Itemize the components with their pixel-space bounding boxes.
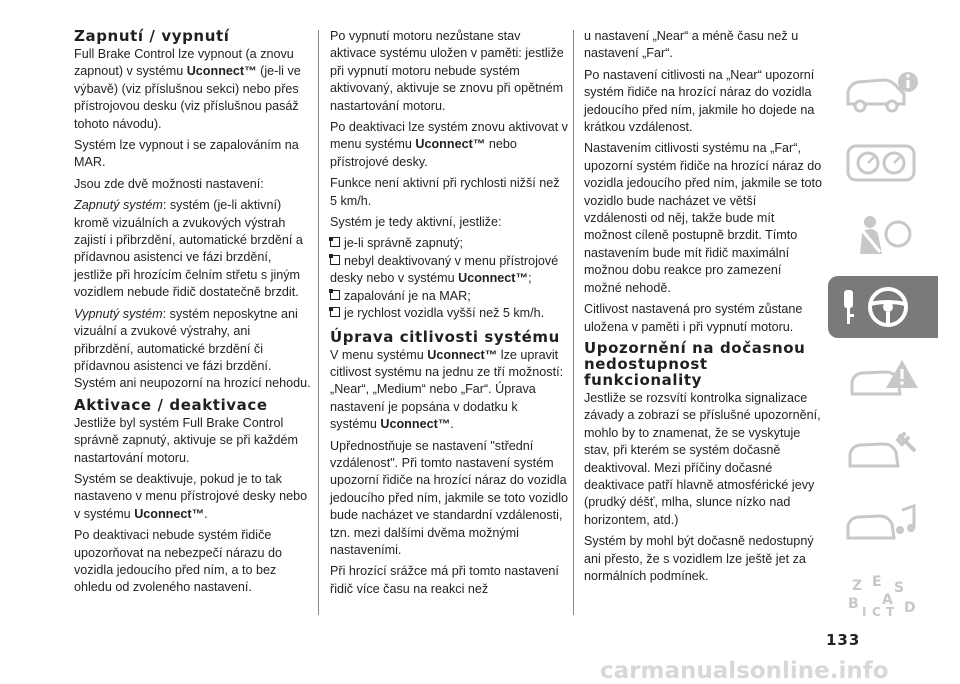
- bullet-icon: [330, 307, 340, 317]
- sidebar-tab-safety[interactable]: [828, 204, 938, 266]
- list-item: nebyl deaktivovaný v menu přístrojové desky nebo v systému Uconnect™;: [330, 253, 559, 286]
- list-item: je rychlost vozidla vyšší než 5 km/h.: [330, 305, 568, 322]
- paragraph: Systém je tedy aktivní, jestliže:: [330, 215, 502, 230]
- list-item: je-li správně zapnutý;: [330, 235, 568, 252]
- heading-zapnuti: Zapnutí / vypnutí: [74, 27, 230, 45]
- wrench-car-icon: [842, 428, 922, 474]
- sidebar-tab-starting-driving[interactable]: [828, 276, 938, 338]
- warning-car-icon: [842, 356, 922, 402]
- svg-text:E: E: [872, 574, 882, 590]
- paragraph: Jestliže byl systém Full Brake Control správně zapnutý, aktivuje se při každém nastartování motoru.: [74, 415, 299, 465]
- paragraph: Systém by mohl být dočasně nedostupný ani přesto, že s vozidlem lze ještě jet za normálních podmínek.: [584, 534, 814, 583]
- paragraph: Full Brake Control lze vypnout (a znovu zapnout) v systému Uconnect™ (je-li ve výbavě) (viz příslušnou sekci) nebo přes přístrojovou desku (viz příslušnou pasáž tohoto návodu).: [74, 47, 301, 131]
- svg-text:C: C: [872, 605, 881, 618]
- paragraph: u nastavení „Near“ a méně času než u nastavení „Far“.: [584, 29, 799, 61]
- sidebar-tab-emergency[interactable]: [828, 348, 938, 410]
- paragraph: Funkce není aktivní při rychlosti nižší než 5 km/h.: [330, 176, 560, 208]
- paragraph: Jsou zde dvě možnosti nastavení:: [74, 176, 264, 191]
- column-3: [584, 28, 822, 589]
- bullet-icon: [330, 255, 340, 265]
- sidebar-tab-multimedia[interactable]: [828, 492, 938, 554]
- heading-uprava-citlivosti: Úprava citlivosti systému: [330, 327, 560, 346]
- bullet-icon: [330, 237, 340, 247]
- sidebar-tab-car-info[interactable]: [828, 60, 938, 122]
- paragraph: Při hrozící srážce má při tomto nastavení řidič více času na reakci než: [330, 564, 559, 596]
- column-divider: [318, 30, 319, 615]
- car-info-icon: [842, 68, 922, 114]
- heading-aktivace: Aktivace / deaktivace: [74, 395, 268, 414]
- paragraph: Systém lze vypnout i se zapalováním na MAR.: [74, 138, 299, 170]
- svg-text:Z: Z: [852, 578, 863, 594]
- heading-upozorneni: Upozornění na dočasnou nedostupnost funkcionality: [584, 338, 806, 389]
- paragraph: Nastavením citlivosti systému na „Far“, upozorní systém řidiče na hrozící náraz do vozidla jedoucího před ním, jakmile se toto vozidlo bude nacházet ve větší vzdálenosti od něj, takže bude mít možnost cíleně postupně brzdit. Tímto nastavením bude mít řidič maximální možnou dobu reakce pro zamezení možné nehodě.: [584, 141, 823, 295]
- svg-text:A: A: [882, 592, 893, 608]
- car-media-icon: [842, 500, 922, 546]
- column-1: [74, 28, 312, 601]
- svg-text:I: I: [862, 605, 867, 618]
- paragraph: V menu systému Uconnect™ lze upravit citlivost systému na jednu ze tří možností: „Near“, „Medium“ nebo „Far“. Úprava nastavení je popsána v dodatku k systému Uconnect™.: [330, 347, 564, 432]
- svg-text:B: B: [848, 596, 859, 612]
- paragraph: Po deaktivaci nebude systém řidiče upozorňovat na nebezpečí nárazu do vozidla jedoucího před ním, a to bez ohledu od zvoleného nastavení.: [74, 528, 282, 595]
- dashboard-icon: [842, 140, 922, 186]
- column-divider: [573, 30, 574, 615]
- bullet-icon: [330, 290, 340, 300]
- paragraph: Systém se deaktivuje, pokud je to tak nastaveno v menu přístrojové desky nebo v systému Uconnect™.: [74, 471, 308, 521]
- sidebar-tab-dashboard[interactable]: [828, 132, 938, 194]
- svg-text:T: T: [886, 605, 895, 618]
- paragraph: Po vypnutí motoru nezůstane stav aktivace systému uložen v paměti: jestliže při vypnutí motoru nebude systém aktivovaný, aktivuje se znovu při opětném nastartování motoru.: [330, 29, 564, 113]
- alphabet-index-icon: [842, 572, 922, 618]
- svg-text:S: S: [894, 580, 905, 596]
- list-item: zapalování je na MAR;: [330, 288, 568, 305]
- paragraph: Po deaktivaci lze systém znovu aktivovat v menu systému Uconnect™ nebo přístrojové desky.: [330, 120, 568, 169]
- footer-watermark: carmanualsonline.info: [600, 658, 889, 684]
- seatbelt-airbag-icon: [842, 212, 922, 258]
- svg-text:D: D: [904, 600, 916, 616]
- page-number: 133: [826, 631, 861, 649]
- paragraph: Zapnutý systém: systém (je-li aktivní) kromě vizuálních a zvukových výstrah zajistí i přibrzdění, automatické brzdění a přídavnou asistenci ve fázi brzdění, jestliže při hrozícím čelním střetu s jiným vozidlem nebude řidič dostatečně brzdit.: [74, 198, 303, 300]
- paragraph: Citlivost nastavená pro systém zůstane uložena v paměti i při vypnutí motoru.: [584, 302, 803, 334]
- paragraph: Po nastavení citlivosti na „Near“ upozorní systém řidiče na hrozící náraz do vozidla jedoucího před ním, jakmile ho dojede na krátkou vzdálenost.: [584, 67, 815, 135]
- paragraph: Vypnutý systém: systém neposkytne ani vizuální a zvukové výstrahy, ani přibrzdění, automatické brzdění či přídavnou asistenci ve fázi brzdění. Systém ani neupozorní na hrozící nehodu.: [74, 306, 311, 391]
- column-2: [330, 28, 568, 602]
- chapter-sidebar: [828, 60, 938, 636]
- sidebar-tab-maintenance[interactable]: [828, 420, 938, 482]
- paragraph: Jestliže se rozsvítí kontrolka signalizace závady a zobrazí se příslušné upozornění, mohlo by to znamenat, že se vyskytuje stav, při kterém se systém dočasně deaktivoval. Mezi příčiny dočasné deaktivace patří hlavně atmosférické jevy (prudký déšť, mlha, slunce nízko nad horizontem, atd.): [584, 390, 821, 527]
- paragraph: Upřednostňuje se nastavení "střední vzdálenost". Při tomto nastavení systém upozorní řidiče na hrozící náraz do vozidla jedoucího před ním, jakmile se toto vozidlo bude nacházet ve standardní vzdálenosti, tzn. mezi dalšími dvěma možnými nastaveními.: [330, 438, 569, 557]
- sidebar-tab-index[interactable]: [828, 564, 938, 626]
- key-steering-wheel-icon: [842, 284, 922, 330]
